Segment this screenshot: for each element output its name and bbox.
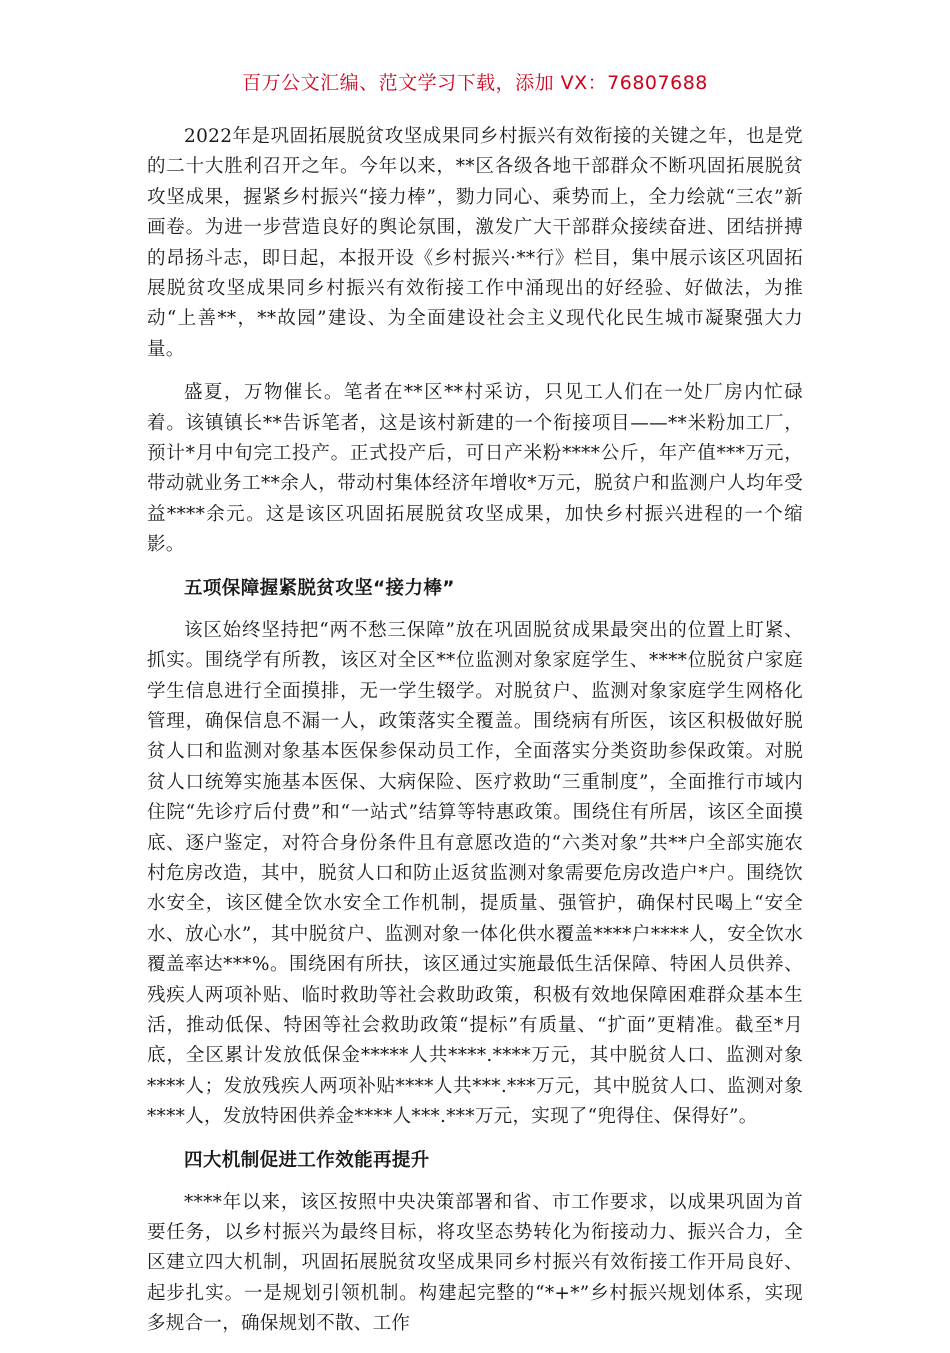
section-heading-mechanisms: 四大机制促进工作效能再提升 xyxy=(184,1149,430,1171)
section-heading-guarantees: 五项保障握紧脱贫攻坚“接力棒” xyxy=(184,577,455,599)
guarantees-paragraph: 该区始终坚持把“两不愁三保障”放在巩固脱贫成果最突出的位置上盯紧、抓实。围绕学有所教，该区对全区**位监测对象家庭学生、****位脱贫户家庭学生信息进行全面摸排，无一学生辍学。对脱贫户、监测对象家庭学生网格化管理，确保信息不漏一人，政策落实全覆盖。围绕病有所医，该区积极做好脱贫人口和监测对象基本医保参保动员工作，全面落实分类资助参保政策。对脱贫人口统筹实施基本医保、大病保险、医疗救助“三重制度”，全面推行市域内住院“先诊疗后付费”和“一站式”结算等特惠政策。围绕住有所居，该区全面摸底、逐户鉴定，对符合身份条件且有意愿改造的“六类对象”共**户全部实施农村危房改造，其中，脱贫人口和防止返贫监测对象需要危房改造户*户。围绕饮水安全，该区健全饮水安全工作机制，提质量、强管护，确保村民喝上“安全水、放心水”，其中脱贫户、监测对象一体化供水覆盖****户****人，安全饮水覆盖率达***%。围绕困有所扶，该区通过实施最低生活保障、特困人员供养、残疾人两项补贴、临时救助等社会救助政策，积极有效地保障困难群众基本生活，推动低保、特困等社会救助政策“提标”有质量、“扩面”更精准。截至*月底，全区累计发放低保金*****人共****.****万元，其中脱贫人口、监测对象****人；发放残疾人两项补贴****人共***.***万元，其中脱贫人口、监测对象****人，发放特困供养金****人***.***万元，实现了“兜得住、保得好”。 xyxy=(147,619,803,1128)
intro-paragraph: 2022年是巩固拓展脱贫攻坚成果同乡村振兴有效衔接的关键之年，也是党的二十大胜利召开之年。今年以来，**区各级各地干部群众不断巩固拓展脱贫攻坚成果，握紧乡村振兴“接力棒”，勠力同心、乘势而上，全力绘就“三农”新画卷。为进一步营造良好的舆论氛围，激发广大干部群众接续奋进、团结拼搏的昂扬斗志，即日起，本报开设《乡村振兴·**行》栏目，集中展示该区巩固拓展脱贫攻坚成果同乡村振兴有效衔接工作中涌现出的好经验、好做法，为推动“上善**，**故园”建设、为全面建设社会主义现代化民生城市凝聚强大力量。 xyxy=(147,126,803,360)
article-body xyxy=(147,122,803,1353)
header-banner: 百万公文汇编、范文学习下载，添加 VX：76807688 xyxy=(242,72,708,94)
scene-paragraph: 盛夏，万物催长。笔者在**区**村采访，只见工人们在一处厂房内忙碌着。该镇镇长**告诉笔者，这是该村新建的一个衔接项目——**米粉加工厂，预计*月中旬完工投产。正式投产后，可日产米粉****公斤，年产值***万元，带动就业务工**余人，带动村集体经济年增收*万元，脱贫户和监测户人均年受益****余元。这是该区巩固拓展脱贫攻坚成果，加快乡村振兴进程的一个缩影。 xyxy=(147,382,803,556)
mechanisms-paragraph: ****年以来，该区按照中央决策部署和省、市工作要求，以成果巩固为首要任务，以乡村振兴为最终目标，将攻坚态势转化为衔接动力、振兴合力，全区建立四大机制，巩固拓展脱贫攻坚成果同乡村振兴有效衔接工作开局良好、起步扎实。一是规划引领机制。构建起完整的“*+*”乡村振兴规划体系，实现多规合一，确保规划不散、工作 xyxy=(147,1191,803,1335)
